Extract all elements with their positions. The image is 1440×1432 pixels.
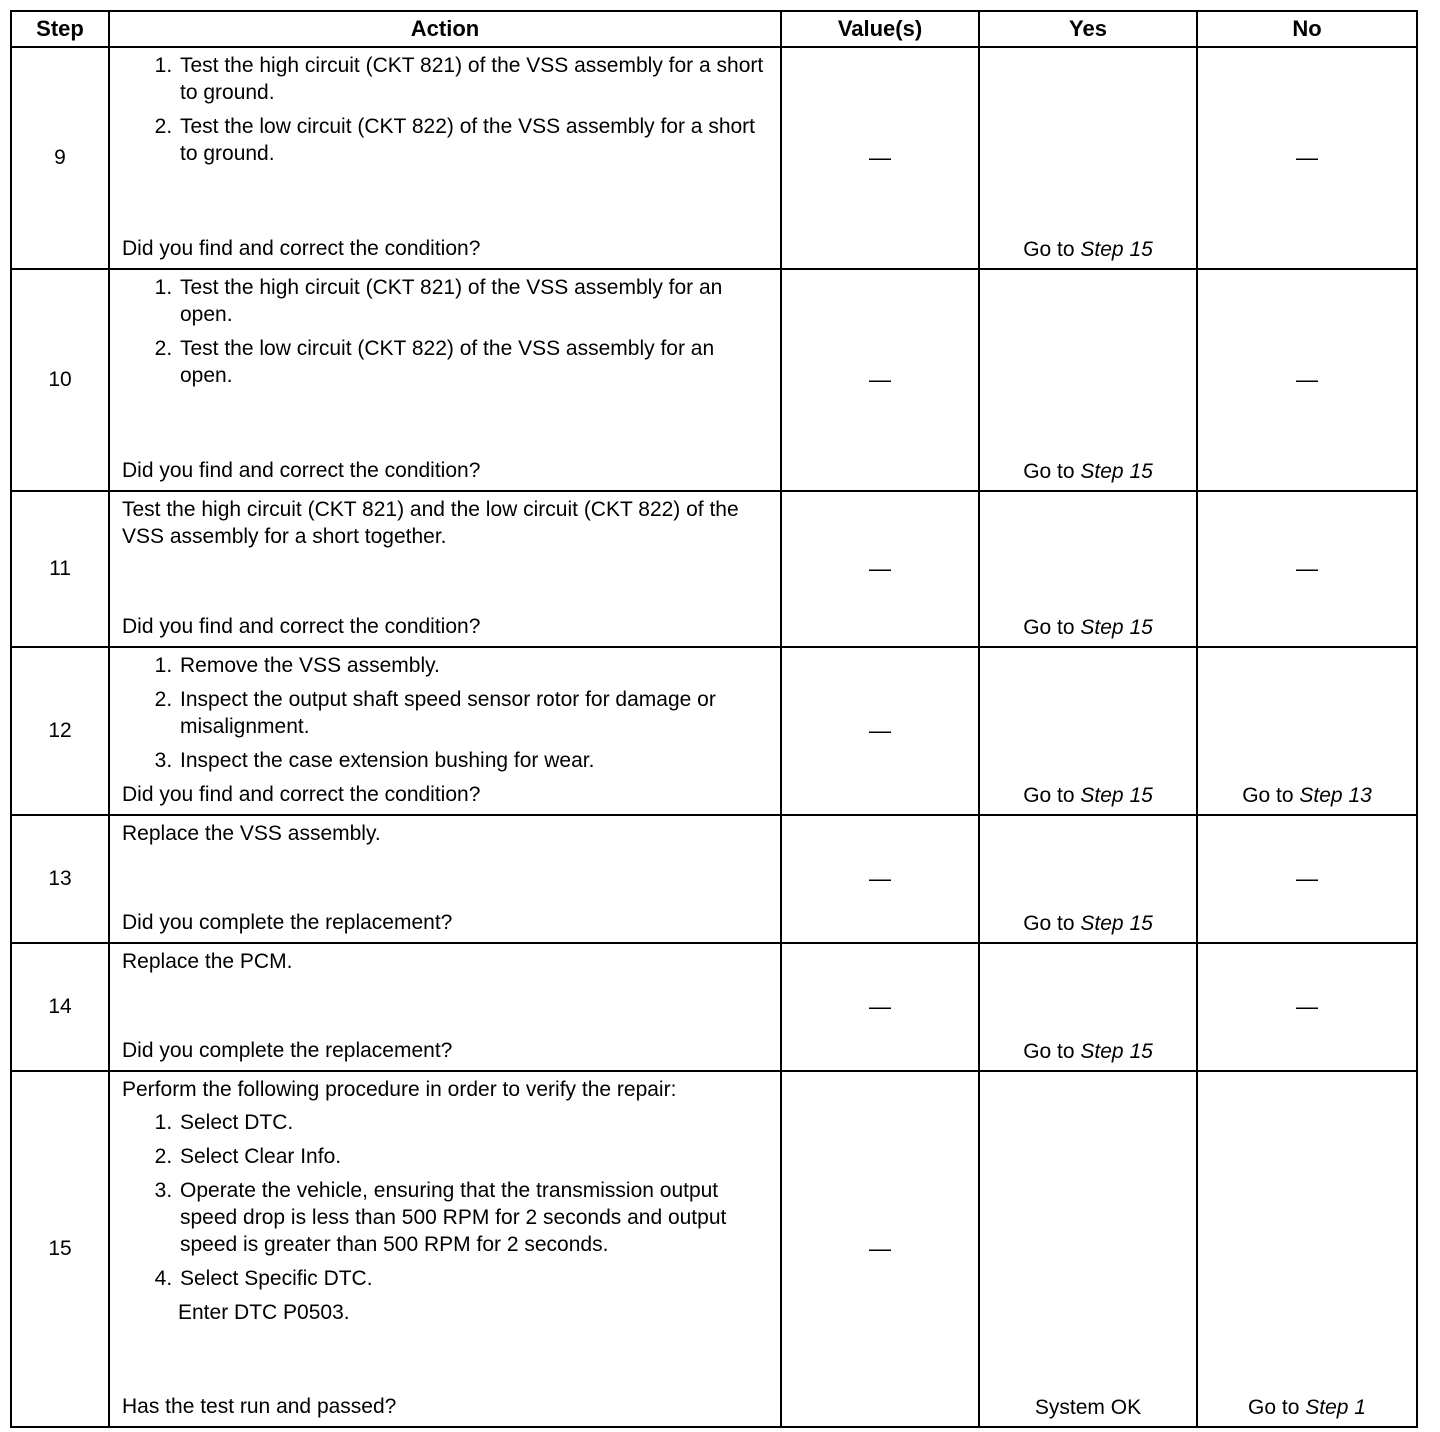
table-row: [11, 47, 1417, 269]
action-steps: [122, 52, 770, 167]
step-number: 12: [11, 647, 109, 815]
yes-prefix: Go to: [1023, 1040, 1075, 1063]
action-question: Did you find and correct the condition?: [122, 615, 481, 638]
no-cell: [1197, 647, 1417, 815]
step-number: 9: [11, 47, 109, 269]
action-question: Did you find and correct the condition?: [122, 783, 481, 806]
action-question: Did you complete the replacement?: [122, 911, 453, 934]
table-row: [11, 269, 1417, 491]
values-cell: —: [781, 1071, 979, 1427]
yes-cell: [979, 1071, 1197, 1427]
action-step-item: 4. Select Specific DTC.: [178, 1265, 770, 1292]
action-intro: Replace the PCM.: [122, 950, 293, 973]
no-dash: —: [1296, 556, 1318, 581]
action-step-item: 2. Select Clear Info.: [178, 1143, 770, 1170]
yes-cell: [979, 491, 1197, 647]
yes-prefix: Go to: [1023, 912, 1075, 935]
action-cell: [109, 815, 781, 943]
values-cell: —: [781, 491, 979, 647]
action-step-item: 2. Test the low circuit (CKT 822) of the VSS assembly for an open.: [178, 335, 770, 389]
action-step-item: 3. Operate the vehicle, ensuring that the transmission output speed drop is less than 500 RPM for 2 seconds and output speed is greater than 500 RPM for 2 seconds.: [178, 1177, 770, 1258]
action-intro: Test the high circuit (CKT 821) and the low circuit (CKT 822) of the VSS assembly for a short together.: [122, 498, 739, 548]
table-row: [11, 1071, 1417, 1427]
yes-cell: [979, 47, 1197, 269]
action-steps: [122, 652, 770, 774]
yes-prefix: System OK: [1034, 1396, 1142, 1419]
action-cell: [109, 943, 781, 1071]
no-dash: —: [1296, 994, 1318, 1019]
action-cell: [109, 47, 781, 269]
values-cell: —: [781, 647, 979, 815]
action-question: Did you complete the replacement?: [122, 1039, 453, 1062]
no-cell: [1197, 815, 1417, 943]
step-number: 14: [11, 943, 109, 1071]
action-question: Did you find and correct the condition?: [122, 237, 481, 260]
yes-cell: [979, 269, 1197, 491]
step-number: 13: [11, 815, 109, 943]
values-cell: —: [781, 47, 979, 269]
values-cell: —: [781, 943, 979, 1071]
no-cell: [1197, 1071, 1417, 1427]
step-number: 11: [11, 491, 109, 647]
header-yes: Yes: [979, 11, 1197, 47]
no-cell: [1197, 943, 1417, 1071]
yes-step-ref: Step 15: [1080, 1040, 1153, 1063]
no-dash: —: [1296, 367, 1318, 392]
no-cell: [1197, 47, 1417, 269]
no-prefix: Go to: [1242, 784, 1294, 807]
yes-step-ref: Step 15: [1080, 238, 1153, 261]
table-row: [11, 647, 1417, 815]
yes-cell: [979, 815, 1197, 943]
yes-prefix: Go to: [1023, 616, 1075, 639]
yes-prefix: Go to: [1023, 238, 1075, 261]
yes-prefix: Go to: [1023, 784, 1075, 807]
header-values: Value(s): [781, 11, 979, 47]
yes-prefix: Go to: [1023, 460, 1075, 483]
table-row: [11, 815, 1417, 943]
action-step-item: 1. Select DTC.: [178, 1109, 770, 1136]
action-intro: Perform the following procedure in order to verify the repair:: [122, 1078, 677, 1101]
yes-cell: [979, 647, 1197, 815]
no-step-ref: Step 13: [1299, 784, 1372, 807]
values-cell: —: [781, 269, 979, 491]
action-steps: [122, 274, 770, 389]
no-step-ref: Step 1: [1305, 1396, 1366, 1419]
yes-step-ref: Step 15: [1080, 616, 1153, 639]
diagnostic-table: [10, 10, 1418, 1428]
header-step: Step: [11, 11, 109, 47]
header-row: [11, 11, 1417, 47]
yes-step-ref: Step 15: [1080, 784, 1153, 807]
table-row: [11, 491, 1417, 647]
yes-cell: [979, 943, 1197, 1071]
no-prefix: Go to: [1248, 1396, 1300, 1419]
yes-step-ref: Step 15: [1080, 460, 1153, 483]
action-step-item: 1. Test the high circuit (CKT 821) of the VSS assembly for a short to ground.: [178, 52, 770, 106]
action-step-item: 1. Test the high circuit (CKT 821) of the VSS assembly for an open.: [178, 274, 770, 328]
action-question: Has the test run and passed?: [122, 1395, 397, 1418]
action-step-item: 1. Remove the VSS assembly.: [178, 652, 770, 679]
action-cell: [109, 491, 781, 647]
action-step-item: 3. Inspect the case extension bushing for wear.: [178, 747, 770, 774]
values-cell: —: [781, 815, 979, 943]
table-row: [11, 943, 1417, 1071]
step-number: 10: [11, 269, 109, 491]
no-cell: [1197, 491, 1417, 647]
action-step-item: 2. Inspect the output shaft speed sensor rotor for damage or misalignment.: [178, 686, 770, 740]
action-cell: [109, 1071, 781, 1427]
no-dash: —: [1296, 145, 1318, 170]
action-question: Did you find and correct the condition?: [122, 459, 481, 482]
action-steps: [122, 1109, 770, 1292]
header-action: Action: [109, 11, 781, 47]
action-cell: [109, 647, 781, 815]
no-dash: —: [1296, 866, 1318, 891]
action-note: Enter DTC P0503.: [178, 1301, 350, 1324]
action-intro: Replace the VSS assembly.: [122, 822, 381, 845]
action-cell: [109, 269, 781, 491]
yes-step-ref: Step 15: [1080, 912, 1153, 935]
no-cell: [1197, 269, 1417, 491]
header-no: No: [1197, 11, 1417, 47]
step-number: 15: [11, 1071, 109, 1427]
action-step-item: 2. Test the low circuit (CKT 822) of the VSS assembly for a short to ground.: [178, 113, 770, 167]
